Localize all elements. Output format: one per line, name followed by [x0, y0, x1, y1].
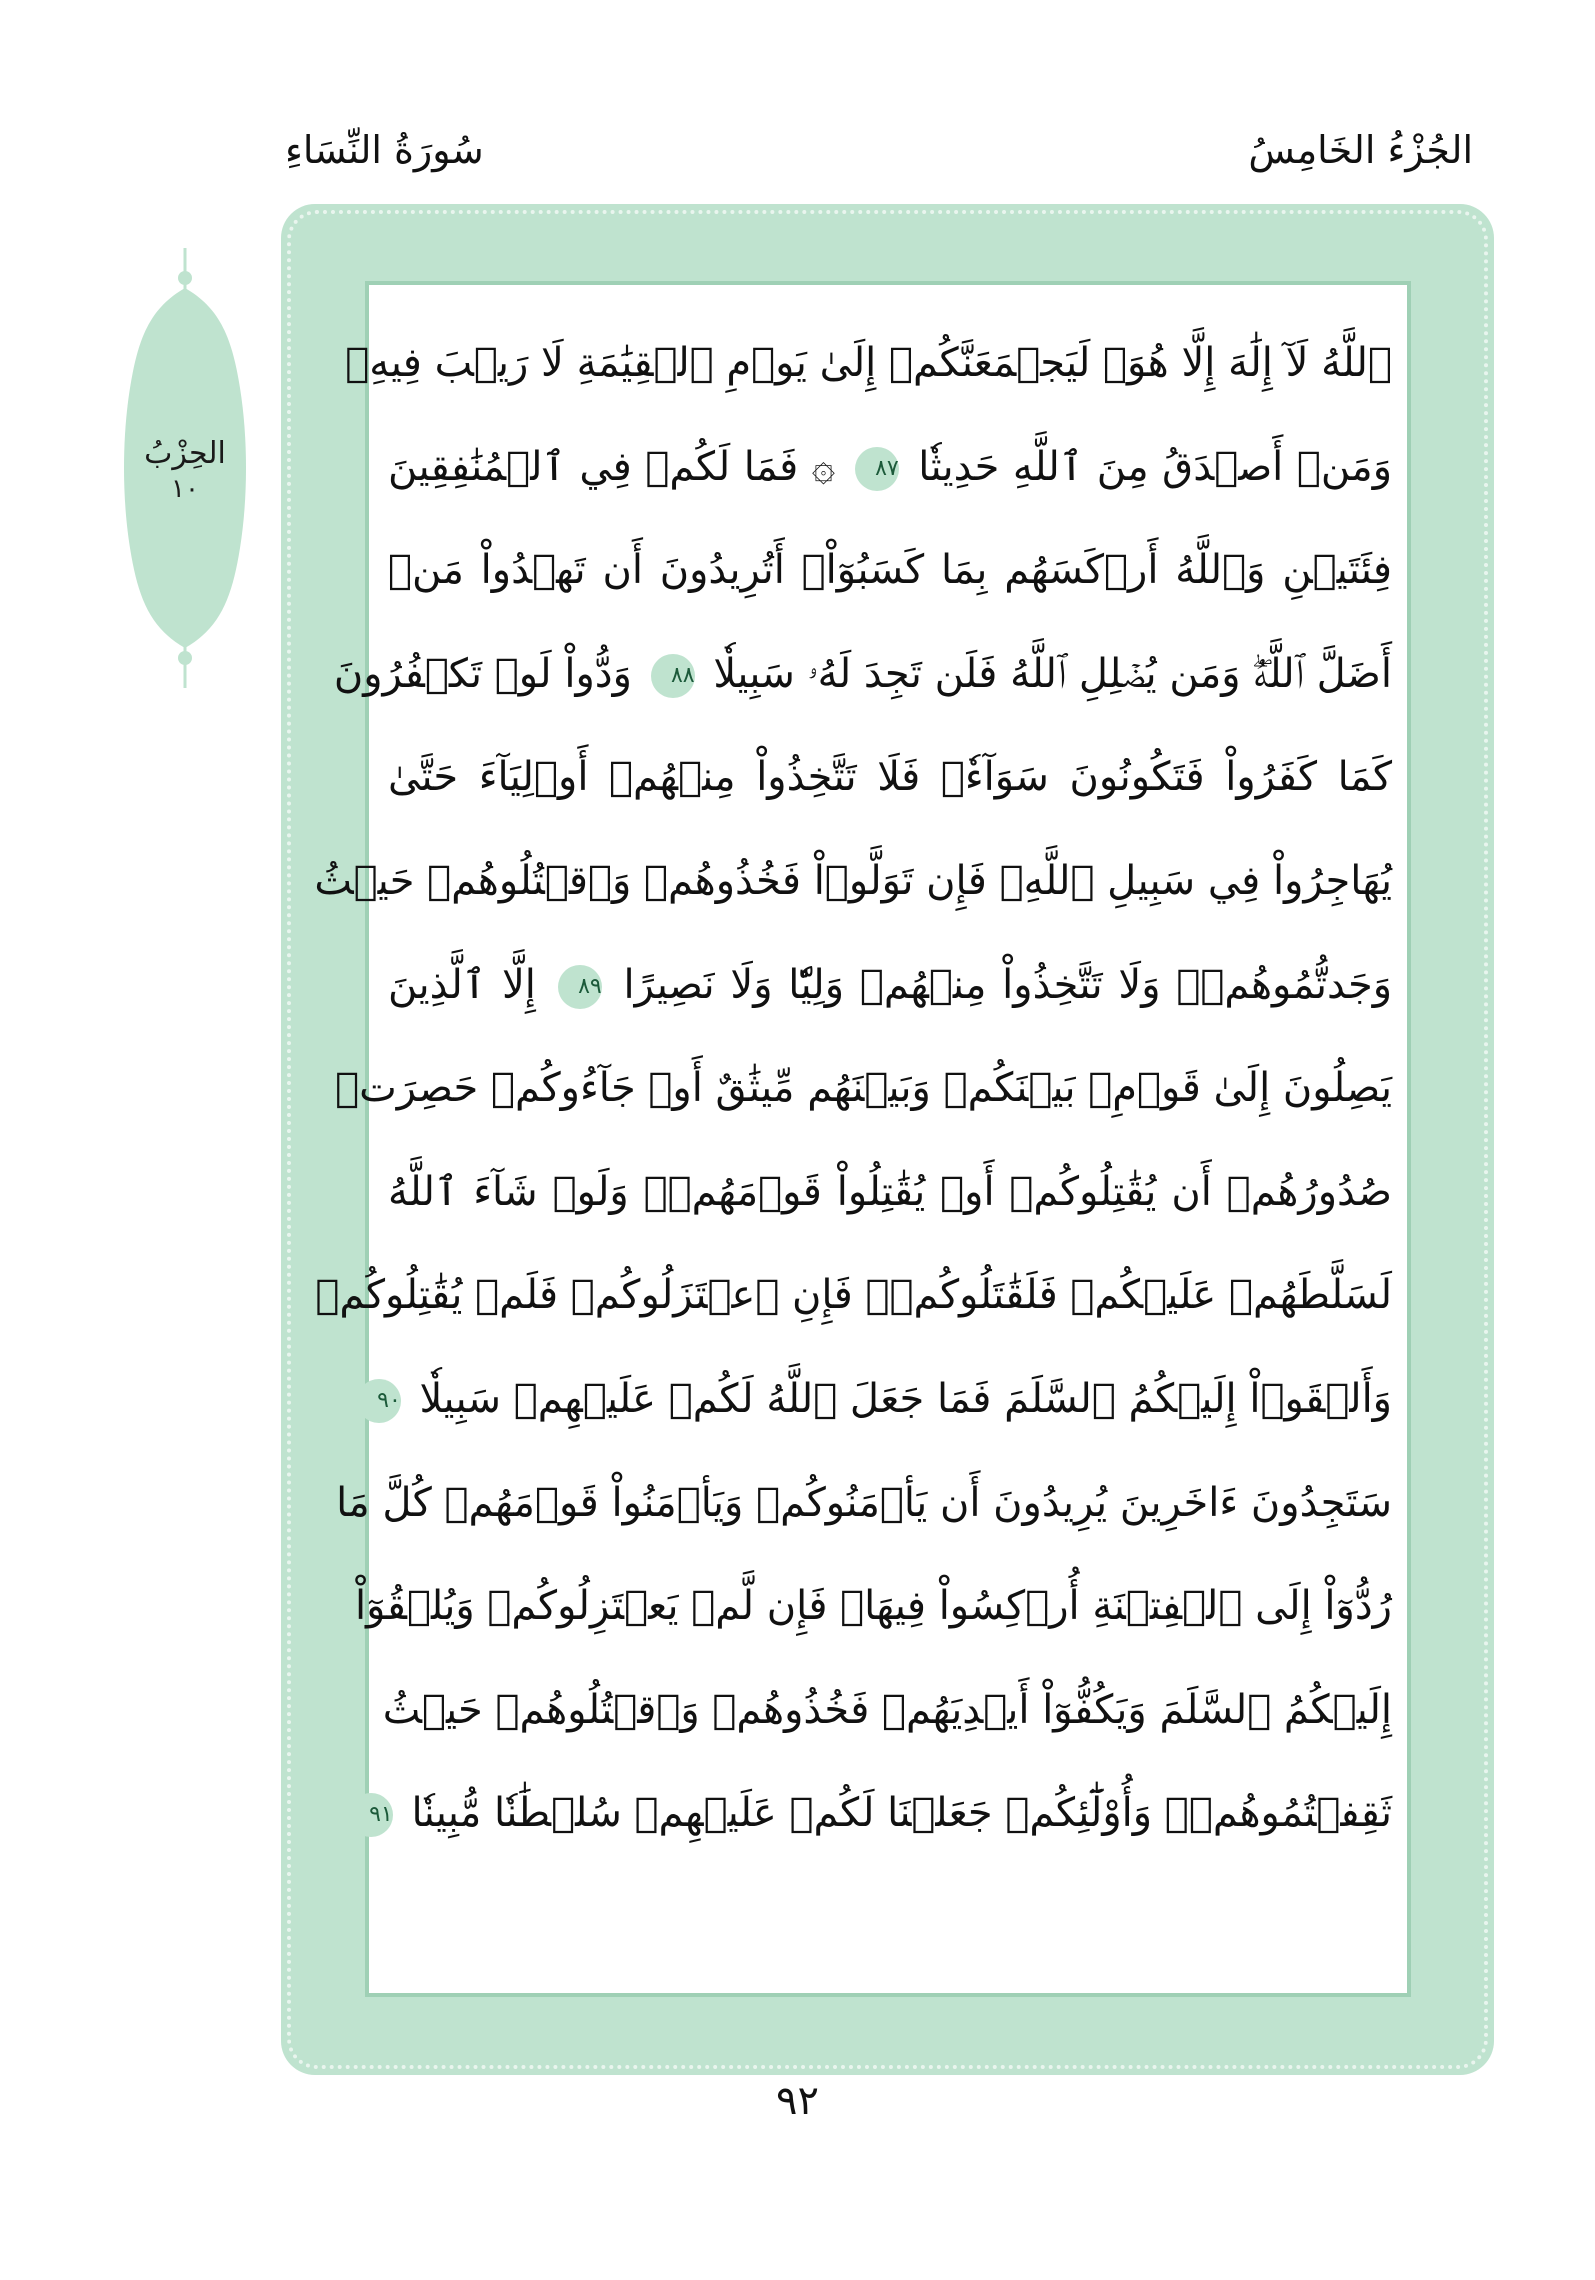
page-number: ٩٢ [776, 2078, 819, 2124]
ayah-number-marker: ٨٩ [558, 965, 602, 1009]
text-line: ثَقِفۡتُمُوهُمۡۚ وَأُوْلَٰٓئِكُمۡ جَعَلۡنَا لَكُمۡ عَلَيۡهِمۡ سُلۡطَٰنٗا مُّبِينٗا ٩١ [380, 1762, 1400, 1866]
text-line: كَمَا كَفَرُواْ فَتَكُونُونَ سَوَآءٗۖ فَلَا تَتَّخِذُواْ مِنۡهُمۡ أَوۡلِيَآءَ حَتَّىٰ [388, 754, 1392, 801]
text-line: صُدُورُهُمۡ أَن يُقَٰتِلُوكُمۡ أَوۡ يُقَٰتِلُواْ قَوۡمَهُمۡۚ وَلَوۡ شَآءَ ٱللَّهُ [388, 1168, 1392, 1215]
hizb-number: ١٠ [171, 474, 199, 504]
hizb-title: الحِزْبُ [144, 436, 226, 471]
text-line: يَصِلُونَ إِلَىٰ قَوۡمِۭ بَيۡنَكُمۡ وَبَيۡنَهُم مِّيثَٰقٌ أَوۡ جَآءُوكُمۡ حَصِرَتۡ [335, 1065, 1392, 1112]
juz-title: الجُزْءُ الخَامِسُ [1248, 128, 1473, 172]
ayah-number-marker: ٨٨ [651, 654, 695, 698]
quran-text [314, 312, 1400, 1866]
text-line: يُهَاجِرُواْ فِي سَبِيلِ ٱللَّهِۚ فَإِن تَوَلَّوۡاْ فَخُذُوهُمۡ وَٱقۡتُلُوهُمۡ حَيۡثُ [314, 857, 1392, 904]
text-line: وَجَدتُّمُوهُمۡۖ وَلَا تَتَّخِذُواْ مِنۡهُمۡ وَلِيّٗا وَلَا نَصِيرًا ٨٩ إِلَّا ٱلَّذِينَ [388, 961, 1393, 1008]
text-line: رُدُّوٓاْ إِلَى ٱلۡفِتۡنَةِ أُرۡكِسُواْ فِيهَاۚ فَإِن لَّمۡ يَعۡتَزِلُوكُمۡ وَيُلۡقُوٓاْ [355, 1583, 1392, 1630]
text-line: وَمَنۡ أَصۡدَقُ مِنَ ٱللَّهِ حَدِيثٗا ٨٧ ۞ فَمَا لَكُمۡ فِي ٱلۡمُنَٰفِقِينَ [388, 443, 1393, 490]
ayah-number-marker: ٩١ [349, 1793, 393, 1837]
text-line: أَضَلَّ ٱللَّهُۖ وَمَن يُضۡلِلِ ٱللَّهُ فَلَن تَجِدَ لَهُۥ سَبِيلٗا ٨٨ وَدُّواْ لَوۡ تَكۡفُرُونَ [333, 650, 1392, 697]
text-line: سَتَجِدُونَ ءَاخَرِينَ يُرِيدُونَ أَن يَأۡمَنُوكُمۡ وَيَأۡمَنُواْ قَوۡمَهُمۡ كُلَّ مَا [336, 1479, 1392, 1526]
text-line: فِئَتَيۡنِ وَٱللَّهُ أَرۡكَسَهُم بِمَا كَسَبُوٓاْۚ أَتُرِيدُونَ أَن تَهۡدُواْ مَنۡ [388, 547, 1392, 594]
ayah-number-marker: ٩٠ [357, 1379, 401, 1423]
text-line: وَأَلۡقَوۡاْ إِلَيۡكُمُ ٱلسَّلَمَ فَمَا جَعَلَ ٱللَّهُ لَكُمۡ عَلَيۡهِمۡ سَبِيلٗا ٩٠ [380, 1348, 1400, 1452]
text-line: ٱللَّهُ لَآ إِلَٰهَ إِلَّا هُوَۚ لَيَجۡمَعَنَّكُمۡ إِلَىٰ يَوۡمِ ٱلۡقِيَٰمَةِ لَا رَيۡبَ فِيهِۗ [345, 340, 1392, 386]
ayah-number-marker: ٨٧ [855, 447, 899, 491]
text-line: لَسَلَّطَهُمۡ عَلَيۡكُمۡ فَلَقَٰتَلُوكُمۡۚ فَإِنِ ٱعۡتَزَلُوكُمۡ فَلَمۡ يُقَٰتِلُوكُمۡ [315, 1272, 1392, 1319]
hizb-marker [120, 248, 250, 688]
surah-title: سُورَةُ النِّسَاءِ [285, 128, 484, 172]
text-line: إِلَيۡكُمُ ٱلسَّلَمَ وَيَكُفُّوٓاْ أَيۡدِيَهُمۡ فَخُذُوهُمۡ وَٱقۡتُلُوهُمۡ حَيۡثُ [382, 1686, 1392, 1733]
